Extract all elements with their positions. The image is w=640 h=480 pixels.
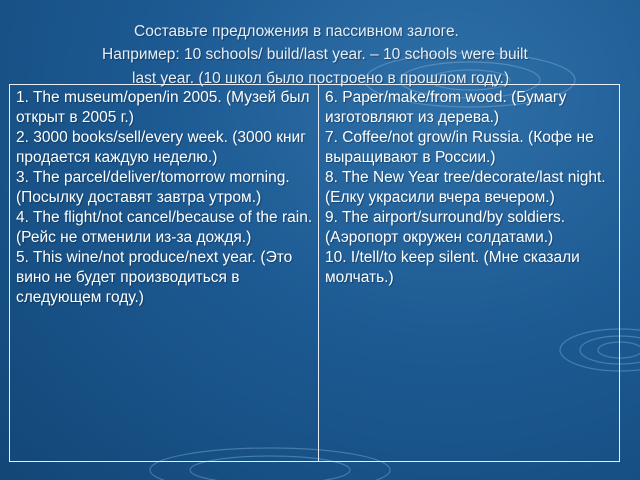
heading-example-translation: last year. (10 школ было построено в прошлом году.) [132, 70, 510, 87]
exercise-item-9: 9. The airport/surround/by soldiers. (Аэропорт окружен солдатами.) [325, 209, 566, 246]
right-column [319, 85, 620, 462]
left-column [10, 85, 319, 462]
exercise-item-8: 8. The New Year tree/decorate/last night. (Елку украсили вчера вечером.) [325, 169, 606, 206]
exercise-item-7: 7. Coffee/not grow/in Russia. (Кофе не выращивают в России.) [325, 129, 594, 166]
heading-example: Например: 10 schools/ build/last year. – 10 schools were built [102, 46, 528, 63]
table-row [10, 85, 620, 462]
heading-instruction: Составьте предложения в пассивном залоге. [134, 23, 459, 40]
exercise-item-4: 4. The flight/not cancel/because of the rain. (Рейс не отменили из-за дождя.) [16, 209, 313, 246]
exercise-table [9, 84, 620, 462]
exercise-item-10: 10. I/tell/to keep silent. (Мне сказали молчать.) [325, 249, 580, 286]
exercise-item-1: 1. The museum/open/in 2005. (Музей был открыт в 2005 г.) [16, 89, 310, 126]
exercise-item-6: 6. Paper/make/from wood. (Бумагу изготовляют из дерева.) [325, 89, 567, 126]
exercise-item-3: 3. The parcel/deliver/tomorrow morning. (Посылку доставят завтра утром.) [16, 169, 290, 206]
exercise-item-5: 5. This wine/not produce/next year. (Это вино не будет производиться в следующем году.) [16, 249, 293, 306]
exercise-item-2: 2. 3000 books/sell/every week. (3000 книг продается каждую неделю.) [16, 129, 306, 166]
